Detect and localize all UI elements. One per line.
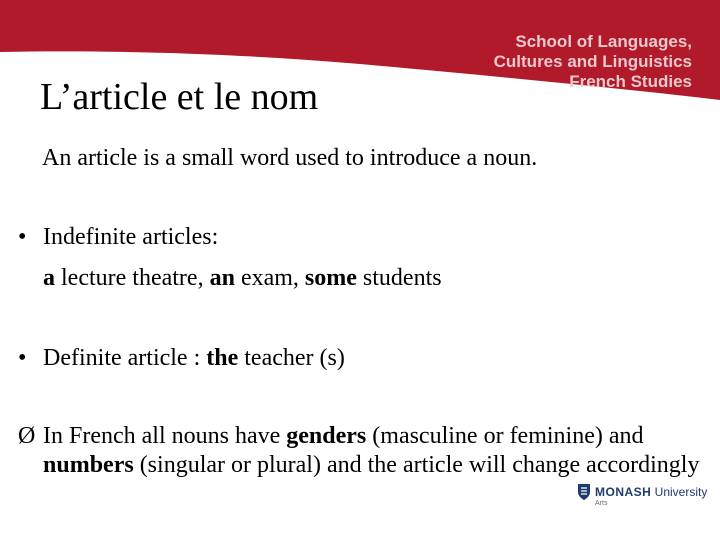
arrow-bullet-icon: Ø [18, 423, 36, 449]
monash-logo [577, 480, 708, 507]
note-text [43, 422, 708, 480]
note-segment: (singular or plural) and the article will change accordingly [133, 452, 700, 478]
example-text: students [356, 265, 442, 291]
note-keyword-numbers: numbers [43, 452, 134, 478]
slide-title: L’article et le nom [40, 76, 319, 118]
note-segment: (masculine or feminine) and [366, 423, 644, 449]
note-segment: In French all nouns have [43, 423, 287, 449]
article-some: some [304, 265, 357, 291]
example-text: lecture theatre, [55, 265, 210, 291]
monash-crest-icon [577, 483, 591, 501]
school-line: School of Languages, [515, 32, 692, 51]
article-a: a [43, 265, 55, 291]
bullet-marker: • [18, 224, 27, 250]
example-text: exam, [234, 265, 305, 291]
monash-wordmark: MONASH University [595, 485, 708, 499]
bullet-indefinite [18, 222, 218, 252]
school-name [494, 32, 692, 92]
bullet-definite [18, 343, 345, 373]
school-line: Cultures and Linguistics [493, 52, 692, 71]
definite-text: teacher (s) [238, 345, 345, 371]
note-keyword-genders: genders [286, 423, 367, 449]
logo-subtext: Arts [595, 500, 608, 507]
article-an: an [209, 265, 235, 291]
intro-text: An article is a small word used to introduce a noun. [42, 145, 538, 171]
definite-text: Definite article : [43, 345, 207, 371]
bullet-label: Indefinite articles: [43, 224, 219, 250]
indefinite-examples [43, 263, 442, 293]
school-line: French Studies [569, 72, 692, 91]
bullet-marker: • [18, 345, 27, 371]
article-the: the [206, 345, 239, 371]
note-paragraph [18, 422, 708, 480]
